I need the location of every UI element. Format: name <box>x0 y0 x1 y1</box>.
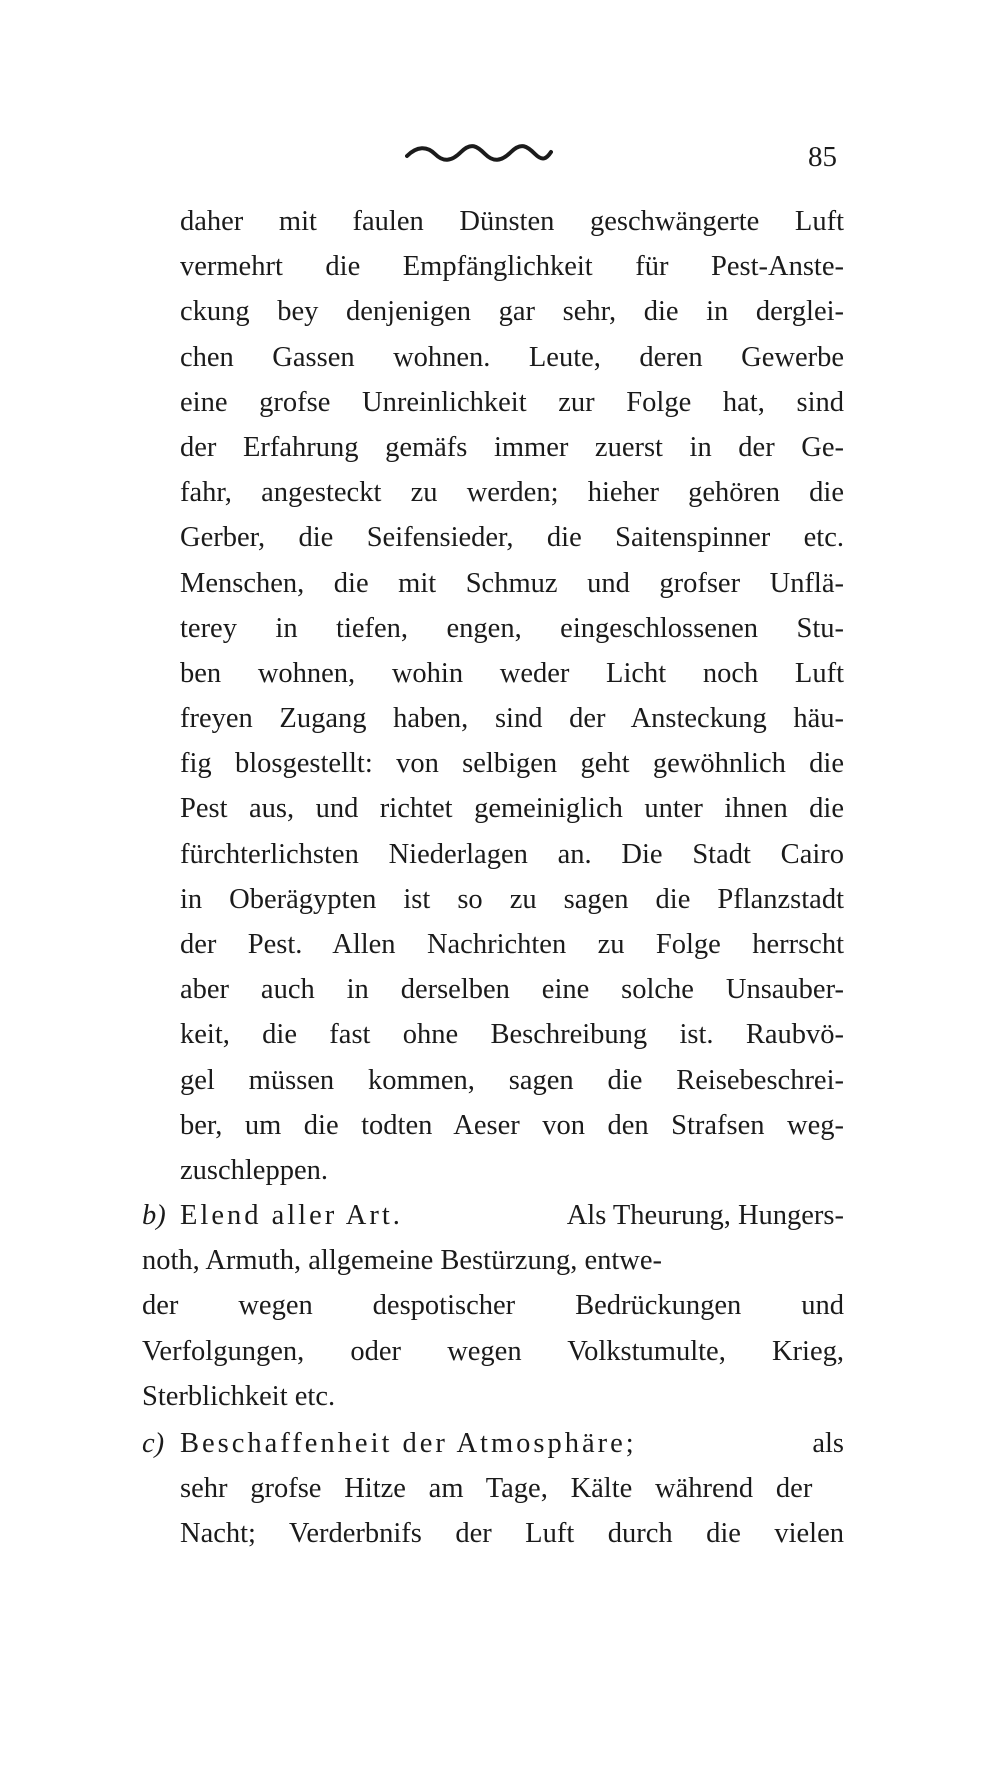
text-line: vermehrt die Empfänglichkeit für Pest-Anste- <box>180 251 844 283</box>
text-line: Verfolgungen, oder wegen Volkstumulte, Krieg, <box>142 1335 844 1367</box>
text-line: gel müssen kommen, sagen die Reisebeschrei- <box>180 1064 844 1096</box>
tilde-ornament-icon <box>405 144 553 164</box>
text-line: fig blosgestellt: von selbigen geht gewöhnlich die <box>180 748 844 780</box>
item-heading-rest: Als Theurung, Hungers- <box>566 1200 844 1231</box>
text-line: der Pest. Allen Nachrichten zu Folge herrscht <box>180 929 844 960</box>
text-line: Sterblichkeit etc. <box>142 1380 336 1412</box>
item-first-line <box>180 1421 844 1466</box>
text-line: fürchterlichsten Niederlagen an. Die Stadt Cairo <box>180 838 844 870</box>
text-line: chen Gassen wohnen. Leute, deren Gewerbe <box>180 341 844 373</box>
text-line: zuschleppen. <box>180 1154 328 1186</box>
text-line: in Oberägypten ist so zu sagen die Pflanzstadt <box>180 883 844 915</box>
text-line: ckung bey denjenigen gar sehr, die in derglei- <box>180 296 844 328</box>
text-line: fahr, angesteckt zu werden; hieher gehören die <box>180 477 844 509</box>
page-header <box>0 140 1000 190</box>
text-line: noth, Armuth, allgemeine Bestürzung, entwe- <box>142 1245 662 1277</box>
text-line: freyen Zugang haben, sind der Ansteckung häu- <box>180 703 844 735</box>
text-line: der wegen despotischer Bedrückungen und <box>142 1290 844 1322</box>
text-line: Gerber, die Seifensieder, die Saitenspinner etc. <box>180 522 844 554</box>
text-line: Menschen, die mit Schmuz und grofser Unflä- <box>180 567 844 599</box>
text-line: keit, die fast ohne Beschreibung ist. Raubvö- <box>180 1019 844 1051</box>
item-marker: c) <box>142 1428 165 1459</box>
text-line: Nacht; Verderbnifs der Luft durch die vielen <box>180 1518 844 1550</box>
item-marker: b) <box>142 1200 166 1231</box>
text-line: Pest aus, und richtet gemeiniglich unter ihnen die <box>180 793 844 825</box>
text-line: terey in tiefen, engen, eingeschlossenen Stu- <box>180 612 844 644</box>
text-line: eine grofse Unreinlichkeit zur Folge hat, sind <box>180 386 844 418</box>
item-heading-rest: als <box>812 1428 844 1459</box>
item-heading: Elend aller Art. <box>180 1200 403 1231</box>
text-line: der Erfahrung gemäfs immer zuerst in der Ge- <box>180 431 844 463</box>
body-paragraph <box>180 199 844 1193</box>
text-line: ben wohnen, wohin weder Licht noch Luft <box>180 657 844 689</box>
page-number: 85 <box>808 141 837 173</box>
text-line: daher mit faulen Dünsten geschwängerte Luft <box>180 206 844 237</box>
text-line: ber, um die todten Aeser von den Strafsen weg- <box>180 1109 844 1141</box>
item-first-line <box>180 1193 844 1238</box>
text-line: aber auch in derselben eine solche Unsauber- <box>180 974 844 1006</box>
text-line: sehr grofse Hitze am Tage, Kälte während der <box>180 1473 813 1505</box>
item-heading: Beschaffenheit der Atmosphäre; <box>180 1428 637 1459</box>
